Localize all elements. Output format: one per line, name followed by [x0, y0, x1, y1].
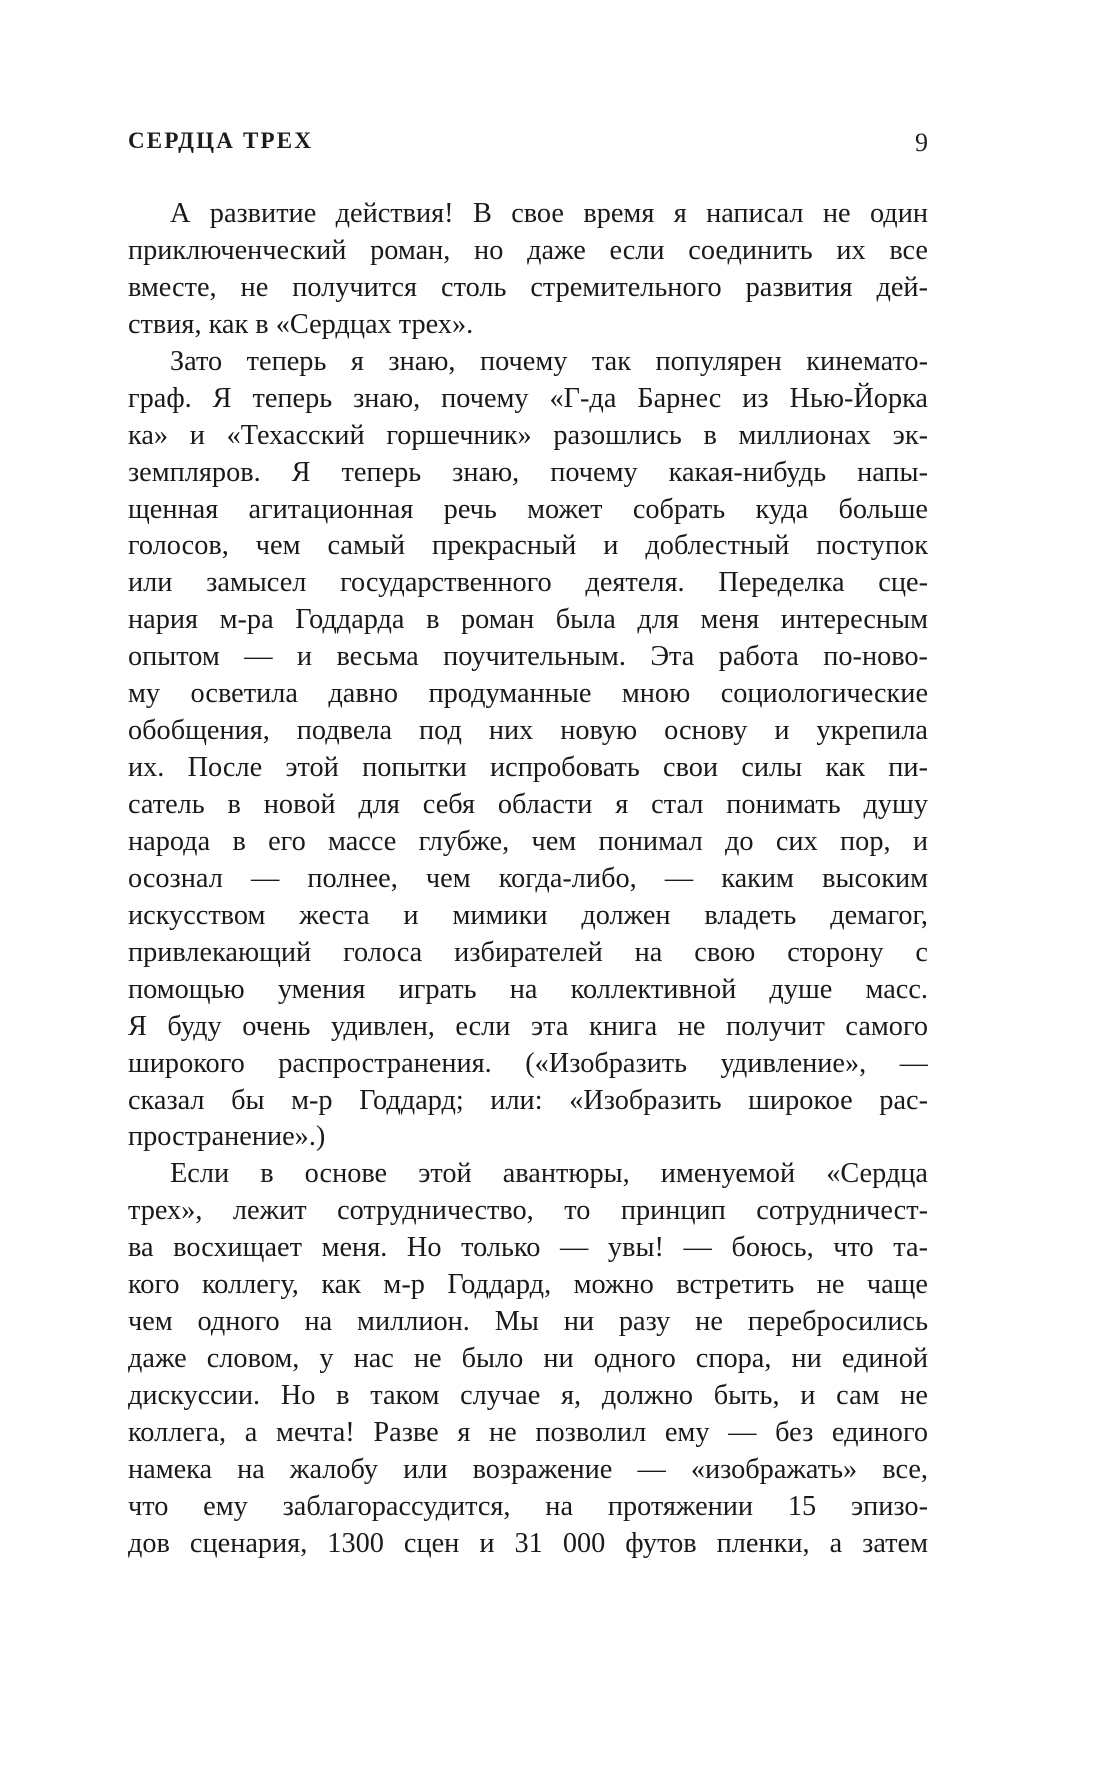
text-line: или замысел государственного деятеля. Переделка сце- — [128, 567, 928, 599]
text-line: земпляров. Я теперь знаю, почему какая-нибудь напы- — [128, 456, 928, 488]
text-line-paragraph-end: ствия, как в «Сердцах трех». — [128, 308, 474, 340]
text-line: что ему заблагорассудится, на протяжении 15 эпизо- — [128, 1490, 928, 1522]
page-number: 9 — [915, 128, 928, 157]
text-line: ка» и «Техасский горшечник» разошлись в миллионах эк- — [128, 419, 928, 451]
text-line: приключенческий роман, но даже если соединить их все — [128, 234, 928, 266]
text-line-paragraph-end: пространение».) — [128, 1121, 326, 1153]
text-line: му осветила давно продуманные мною социологические — [128, 678, 928, 710]
text-line: дов сценария, 1300 сцен и 31 000 футов пленки, а затем — [128, 1527, 928, 1559]
text-line: их. После этой попытки испробовать свои силы как пи- — [128, 752, 928, 784]
text-line: Я буду очень удивлен, если эта книга не получит самого — [128, 1010, 928, 1042]
text-line: голосов, чем самый прекрасный и доблестный поступок — [128, 530, 928, 562]
text-line: помощью умения играть на коллективной душе масс. — [128, 973, 928, 1005]
text-line: осознал — полнее, чем когда-либо, — каким высоким — [128, 862, 928, 894]
text-line: нария м-ра Годдарда в роман была для меня интересным — [128, 604, 928, 636]
text-line-paragraph-start: Если в основе этой авантюры, именуемой «Сердца — [170, 1158, 928, 1190]
text-line: коллега, а мечта! Разве я не позволил ему — без единого — [128, 1416, 928, 1448]
text-line: щенная агитационная речь может собрать куда больше — [128, 493, 928, 525]
text-line: опытом — и весьма поучительным. Эта работа по-ново- — [128, 641, 928, 673]
running-title: СЕРДЦА ТРЕХ — [128, 128, 314, 153]
text-line: искусством жеста и мимики должен владеть демагог, — [128, 899, 928, 931]
text-line: трех», лежит сотрудничество, то принцип сотрудничест- — [128, 1195, 928, 1227]
body-text — [128, 196, 928, 1563]
text-line: ва восхищает меня. Но только — увы! — боюсь, что та- — [128, 1232, 928, 1264]
text-line: дискуссии. Но в таком случае я, должно быть, и сам не — [128, 1380, 928, 1411]
text-line: граф. Я теперь знаю, почему «Г-да Барнес из Нью-Йорка — [128, 382, 928, 414]
text-line: обобщения, подвела под них новую основу и укрепила — [128, 715, 928, 747]
text-line: сатель в новой для себя области я стал понимать душу — [128, 789, 928, 820]
text-line: даже словом, у нас не было ни одного спора, ни единой — [128, 1343, 928, 1375]
text-line: широкого распространения. («Изобразить удивление», — — [128, 1047, 928, 1079]
text-line-paragraph-start: Зато теперь я знаю, почему так популярен кинемато- — [170, 345, 928, 377]
text-line: привлекающий голоса избирателей на свою сторону с — [128, 936, 928, 968]
text-line: народа в его массе глубже, чем понимал до сих пор, и — [128, 825, 928, 857]
text-line-paragraph-start: А развитие действия! В свое время я написал не один — [170, 198, 928, 229]
text-line: сказал бы м-р Годдард; или: «Изобразить широкое рас- — [128, 1084, 928, 1116]
text-line: вместе, не получится столь стремительного развития дей- — [128, 271, 928, 303]
text-line: намека на жалобу или возражение — «изображать» все, — [128, 1453, 928, 1485]
page-header — [128, 128, 928, 158]
text-line: кого коллегу, как м-р Годдард, можно встретить не чаще — [128, 1269, 928, 1301]
text-line: чем одного на миллион. Мы ни разу не перебросились — [128, 1306, 928, 1338]
